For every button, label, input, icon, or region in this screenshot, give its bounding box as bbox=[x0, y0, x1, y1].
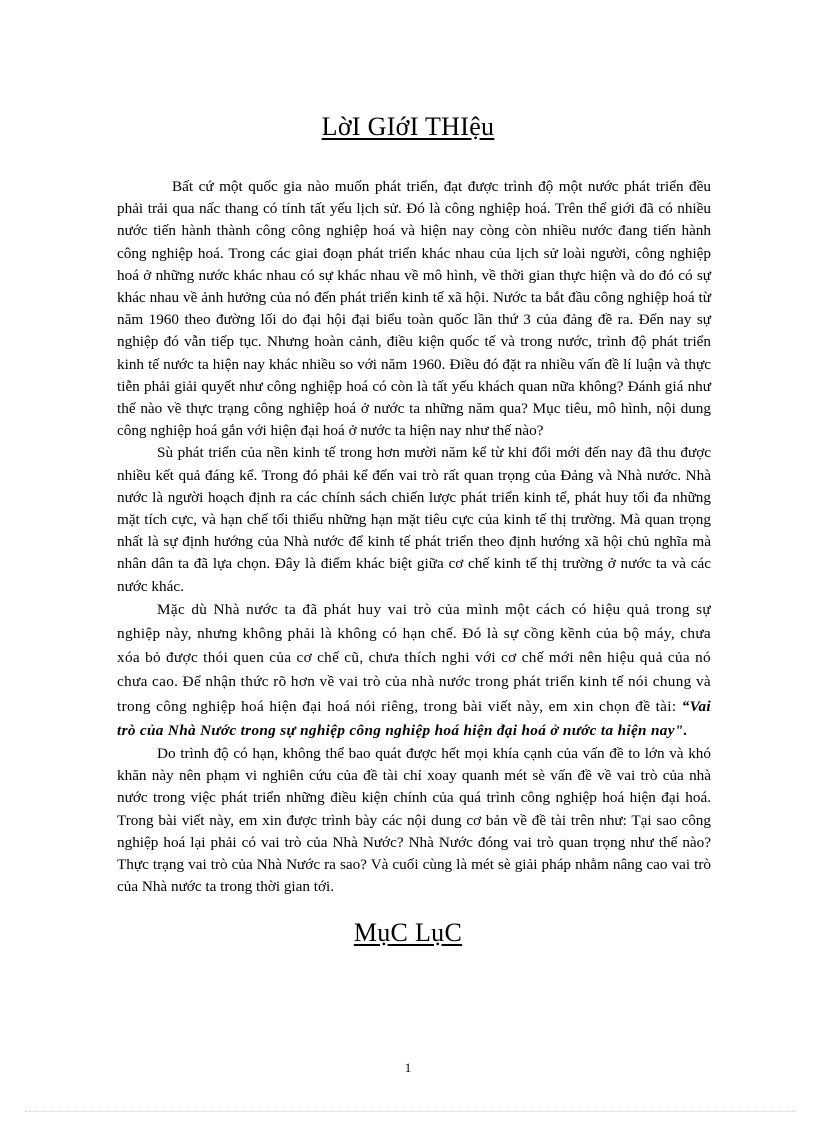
topic-title: “Vai trò của Nhà Nước trong sự nghiệp công nghiệp hoá hiện đại hoá ở nước ta hiện nay". bbox=[117, 697, 711, 739]
intro-paragraph-1: Bất cứ một quốc gia nào muốn phát triển, đạt được trình độ một nước phát triển đều phải trải qua nấc thang có tính tất yếu lịch sử. Đó là công nghiệp hoá. Trên thế giới đã có nhiều nước tiến hành thành công công nghiệp hoá và hiện nay còng còn nhiều nước đang tiến hành công nghiệp hoá. Trong các giai đoạn phát triển khác nhau của lịch sử loài người, công nghiệp hoá ở những nước khác nhau có sự khác nhau về mô hình, về thời gian thực hiện và do đó có sự khác nhau về ảnh hưởng của nó đến phát triển kinh tế xã hội. Nước ta bắt đầu công nghiệp hoá từ năm 1960 theo đường lối do đại hội đại biểu toàn quốc lần thứ 3 của đảng đề ra. Đến nay sự nghiệp đó vẫn tiếp tục. Nhưng hoàn cảnh, điều kiện quốc tế và trong nước, trình độ phát triển kinh tế nước ta hiện nay khác nhiều so với năm 1960. Điều đó đặt ra nhiều vấn đề lí luận và thực tiễn phải giải quyết như công nghiệp hoá có còn là tất yếu khách quan nữa không? Đánh giá như thế nào về thực trạng công nghiệp hoá ở nước ta những năm qua? Mục tiêu, mô hình, nội dung công nghiệp hoá gắn với hiện đại hoá ở nước ta hiện nay như thế nào? bbox=[117, 178, 711, 440]
toc-heading: MụC LụC bbox=[353, 918, 463, 947]
intro-body bbox=[117, 176, 711, 899]
intro-paragraph-2: Sù phát triển của nền kinh tế trong hơn mười năm kể từ khi đổi mới đến nay đã thu được nhiều kết quả đáng kể. Trong đó phải kể đến vai trò rất quan trọng của Đảng và Nhà nước. Nhà nước là người hoạch định ra các chính sách chiến lược phát triển kinh tế, phát huy tối đa những mặt tích cực, và hạn chế tối thiểu những hạn mặt tiêu cực của kinh tế thị trường. Mà quan trọng nhất là sự định hướng của Nhà nước để kinh tế phát triển theo định hướng xã hội chủ nghĩa mà nhân dân ta đã lựa chọn. Đây là điểm khác biệt giữa cơ chế kinh tế thị trường ở nước ta và các nước khác. bbox=[117, 444, 711, 595]
page-number: 1 bbox=[404, 1060, 412, 1075]
intro-paragraph-4: Do trình độ có hạn, không thể bao quát được hết mọi khía cạnh của vấn đề to lớn và khó khăn này nên phạm vi nghiên cứu của đề tài chỉ xoay quanh mét sè vấn đề về vai trò của nhà nước trong việc phát triển những điều kiện chính của quá trình công nghiệp hoá hiện đại hoá. Trong bài viết này, em xin được trình bày các nội dung cơ bản về đề tài trên như: Tại sao công nghiệp hoá lại phải có vai trò của Nhà Nước? Nhà Nước đóng vai trò quan trọng như thế nào? Thực trạng vai trò của Nhà Nước ra sao? Và cuối cùng là mét sè giải pháp nhằm nâng cao vai trò của Nhà nước ta trong thời gian tới. bbox=[117, 745, 711, 896]
intro-paragraph-3-text: Mặc dù Nhà nước ta đã phát huy vai trò của mình một cách có hiệu quả trong sự nghiệp này, nhưng không phải là không có hạn chế. Đó là sự cồng kềnh của bộ máy, chưa xóa bỏ được thói quen của cơ chế cũ, chưa thích nghi với cơ chế mới nên hiệu quả của nó chưa cao. Để nhận thức rõ hơn về vai trò của nhà nước trong phát triển kinh tế nói chung và trong công nghiệp hoá hiện đại hoá nói riêng, trong bài viết này, em xin chọn đề tài: bbox=[117, 600, 711, 715]
page-bottom-edge bbox=[25, 1111, 795, 1112]
intro-heading: LờI GIớI THIệu bbox=[321, 112, 495, 141]
intro-paragraph-3 bbox=[117, 598, 711, 743]
